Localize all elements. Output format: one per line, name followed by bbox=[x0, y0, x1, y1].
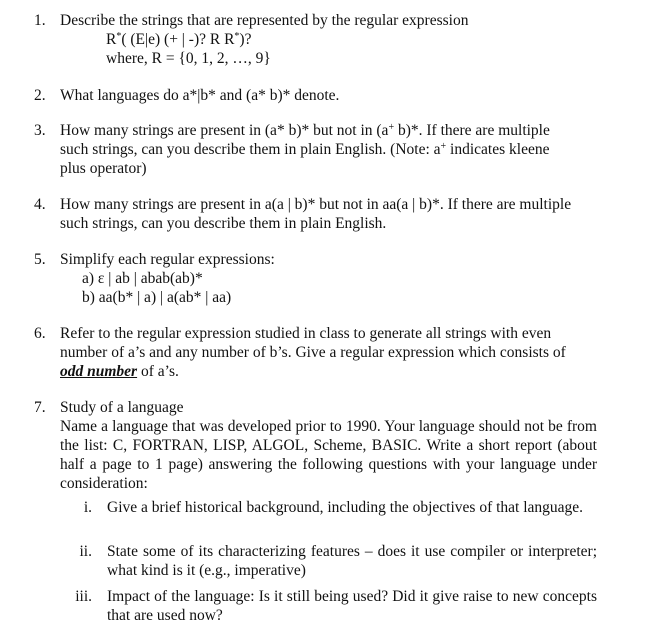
roman-numeral: ii. bbox=[79, 543, 92, 560]
question-text: What languages do a*|b* and (a* b)* denote. bbox=[60, 87, 340, 104]
question-line-end: of a’s. bbox=[137, 363, 179, 380]
question-number: 3. bbox=[34, 122, 46, 139]
question-number: 5. bbox=[34, 251, 46, 268]
roman-numeral: i. bbox=[83, 499, 92, 516]
subitem-text: Impact of the language: Is it still being used? Did it give raise to new concepts that are used now? bbox=[107, 588, 597, 624]
question-text: Describe the strings that are represented by the regular expression bbox=[60, 12, 469, 29]
emphasis-odd-number: odd number bbox=[60, 363, 138, 380]
subitem-text: Give a brief historical background, including the objectives of that language. bbox=[107, 499, 584, 516]
question-line: How many strings are present in (a* b)* but not in (a+ b)*. If there are multiple bbox=[60, 122, 550, 139]
question-text: Simplify each regular expressions: bbox=[60, 251, 275, 268]
question-line: Refer to the regular expression studied in class to generate all strings with even bbox=[60, 325, 552, 342]
question-number: 4. bbox=[34, 196, 46, 213]
question-number: 7. bbox=[34, 399, 46, 416]
question-line bbox=[60, 362, 597, 381]
question-heading: Study of a language bbox=[60, 399, 184, 416]
question-line: number of a’s and any number of b’s. Give a regular expression which consists of bbox=[60, 344, 566, 361]
regex-line: R*( (E|e) (+ | -)? R R*)? bbox=[106, 31, 252, 48]
sub-question-b: b) aa(b* | a) | a(ab* | aa) bbox=[82, 289, 232, 306]
roman-numeral: iii. bbox=[75, 588, 92, 605]
question-paragraph: Name a language that was developed prior to 1990. Your language should not be from the list: C, FORTRAN, LISP, ALGOL, Scheme, BASIC. Write a short report (about half a page to 1 page) answering the following questions with your language under consideration: bbox=[60, 418, 597, 492]
question-line: How many strings are present in a(a | b)* but not in aa(a | b)*. If there are multiple bbox=[60, 196, 572, 213]
question-number: 2. bbox=[34, 87, 46, 104]
subitem-text: State some of its characterizing features – does it use compiler or interpreter; what kind is it (e.g., imperative) bbox=[107, 543, 597, 579]
question-number: 6. bbox=[34, 325, 46, 342]
question-line: plus operator) bbox=[60, 160, 147, 177]
question-line: such strings, can you describe them in plain English. bbox=[60, 215, 387, 232]
sub-question-a: a) ε | ab | abab(ab)* bbox=[82, 270, 203, 287]
question-number: 1. bbox=[34, 12, 46, 29]
question-line: such strings, can you describe them in plain English. (Note: a+ indicates kleene bbox=[60, 141, 550, 158]
where-line: where, R = {0, 1, 2, …, 9} bbox=[106, 50, 271, 67]
